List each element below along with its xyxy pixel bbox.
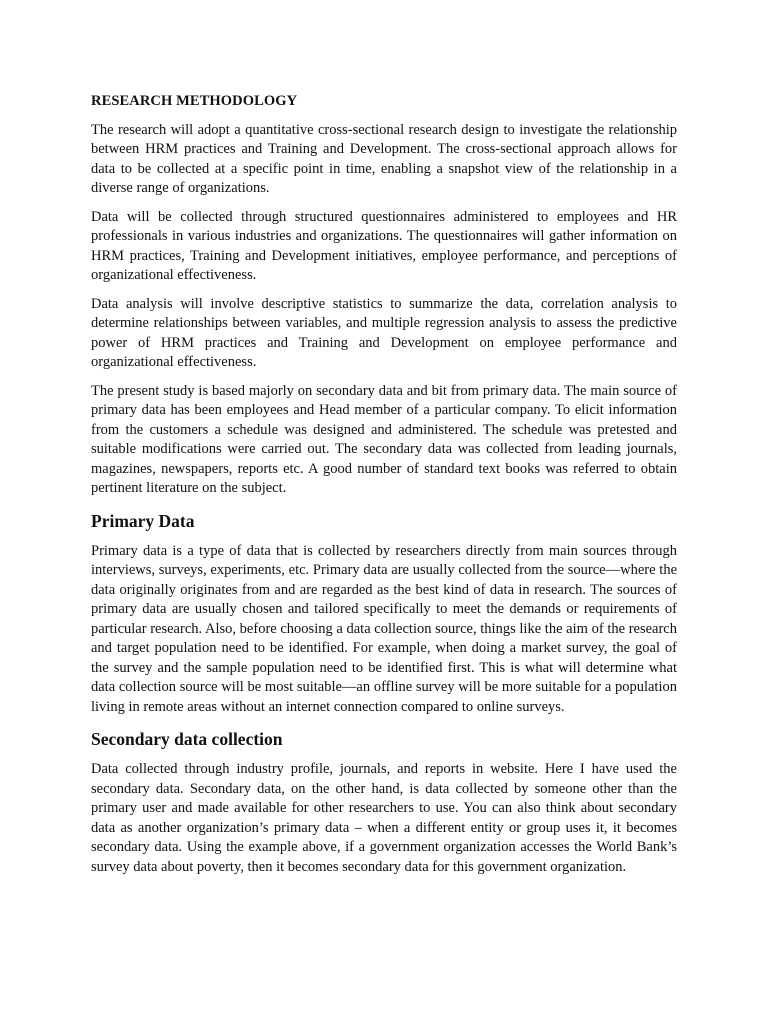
primary-data-heading: Primary Data (91, 510, 195, 531)
document-title: RESEARCH METHODOLOGY (91, 93, 298, 109)
paragraph-present-study: The present study is based majorly on secondary data and bit from primary data. The main source of primary data has been employees and Head member of a particular company. To elicit information from the customers a schedule was designed and administered. The schedule was pretested and suitable modifications were carried out. The secondary data was collected from leading journals, magazines, newspapers, reports etc. A good number of standard text books was referred to obtain pertinent literature on the subject. (91, 382, 677, 496)
paragraph-secondary-data: Data collected through industry profile, journals, and reports in website. Here I have used the secondary data. Secondary data, on the other hand, is data collected by someone other than the primary user and made available for other researchers to use. You can also think about secondary data as another organization’s primary data – when a different entity or group uses it, it becomes secondary data. Using the example above, if a government organization accesses the World Bank’s survey data about poverty, then it becomes secondary data for this government organization. (91, 761, 677, 875)
paragraph-data-analysis: Data analysis will involve descriptive statistics to summarize the data, correlation analysis to determine relationships between variables, and multiple regression analysis to assess the predictive power of HRM practices and Training and Development on employee performance and organizational effectiveness. (91, 295, 677, 370)
paragraph-research-design: The research will adopt a quantitative cross-sectional research design to investigate the relationship between HRM practices and Training and Development. The cross-sectional approach allows for data to be collected at a specific point in time, enabling a snapshot view of the relationship in a diverse range of organizations. (91, 121, 677, 196)
paragraph-data-collection: Data will be collected through structured questionnaires administered to employees and HR professionals in various industries and organizations. The questionnaires will gather information on HRM practices, Training and Development initiatives, employee performance, and perceptions of organizational effectiveness. (91, 208, 677, 283)
secondary-data-heading: Secondary data collection (91, 729, 283, 749)
document-page (91, 92, 677, 886)
paragraph-primary-data: Primary data is a type of data that is collected by researchers directly from main sources through interviews, surveys, experiments, etc. Primary data are usually collected from the source—where the data originally originates from and are regarded as the best kind of data in research. The sources of primary data are usually chosen and tailored specifically to meet the demands or requirements of particular research. Also, before choosing a data collection source, things like the aim of the research and target population need to be identified. For example, when doing a market survey, the goal of the survey and the sample population need to be identified first. This is what will determine what data collection source will be most suitable—an offline survey will be more suitable for a population living in remote areas without an internet connection compared to online surveys. (91, 542, 677, 715)
